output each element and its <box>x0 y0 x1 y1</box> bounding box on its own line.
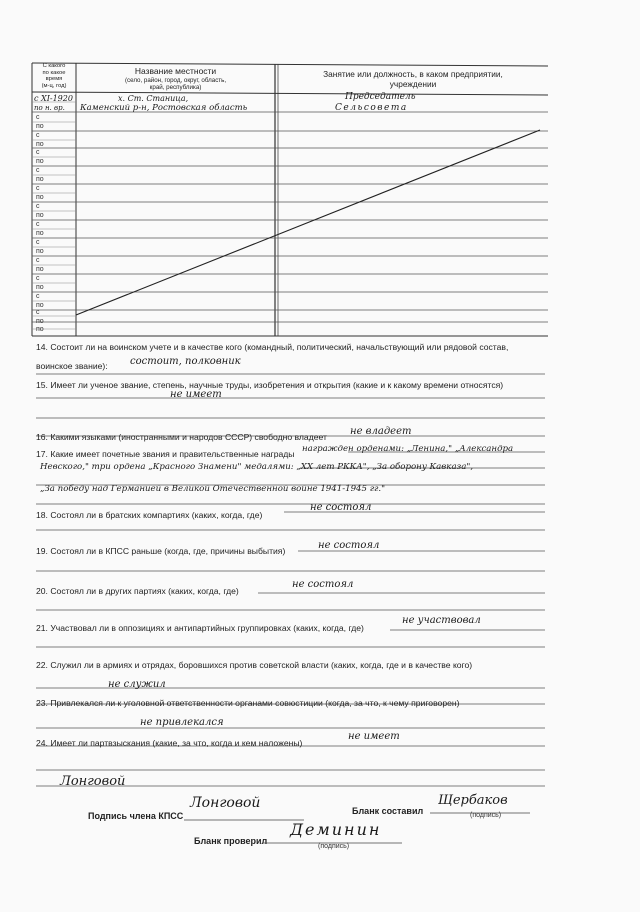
answer-21: не участвовал <box>402 615 481 626</box>
row1-place-line1: х. Ст. Станица, <box>118 94 189 103</box>
question-20: 20. Состоял ли в других партиях (каких, когда, где) <box>36 586 239 596</box>
answer-20: не состоял <box>292 579 354 590</box>
row1-occupation-line1: Председатель <box>345 92 416 102</box>
question-18: 18. Состоял ли в братских компартиях (каких, когда, где) <box>36 510 263 520</box>
checked-by-sub: (подпись) <box>318 843 350 850</box>
filled-by-sub: (подпись) <box>470 812 502 819</box>
question-19: 19. Состоял ли в КПСС раньше (когда, где, причины выбытия) <box>36 546 286 556</box>
row1-place-line2: Каменский р-н, Ростовская область <box>80 103 248 113</box>
question-23: 23. Привлекался ли к уголовной ответственности органами совюстиции (когда, за что, к чему приговорен) <box>36 698 460 708</box>
col-when-header: С какого по какое время (м-ц, год) <box>41 63 67 89</box>
question-15: 15. Имеет ли ученое звание, степень, научные труды, изобретения и открытия (какие и к какому времени относятся) <box>36 380 504 390</box>
question-21: 21. Участвовал ли в оппозициях и антипартийных группировках (каких, когда, где) <box>36 623 364 633</box>
strike-through-line <box>76 130 540 315</box>
filled-by-signature: Щербаков <box>438 793 508 808</box>
row1-from: с XI-1920 <box>34 94 73 103</box>
question-17: 17. Какие имеет почетные звания и правительственные награды <box>36 449 295 459</box>
col-place-header: Название местности (село, район, город, округ, область, край, республика) <box>124 66 227 91</box>
row1-occupation-line2: Сельсовета <box>335 103 408 113</box>
answer-17-line2: Невского," три ордена „Красного Знамени" медалями: „XX лет РККА", „За оборону Кавказа", <box>40 462 474 472</box>
answer-18: не состоял <box>310 502 372 513</box>
checked-by-signature: Деминин <box>290 820 382 839</box>
col-occupation-header: Занятие или должность, в каком предприятии, учреждении <box>323 69 503 89</box>
question-22: 22. Служил ли в армиях и отрядах, боровшихся против советской власти (каких, когда, где и в качестве кого) <box>36 660 473 670</box>
filled-by-label: Бланк составил <box>352 806 424 816</box>
answer-15: не имеет <box>170 389 222 400</box>
member-signature: Лонговой <box>190 795 261 811</box>
question-14: 14. Состоит ли на воинском учете и в качестве кого (командный, политический, начальствующий или рядовой состав, <box>36 342 509 352</box>
question-16: 16. Какими языками (иностранными и народов СССР) свободно владеет <box>36 432 327 442</box>
checked-by-label: Бланк проверил <box>194 836 268 846</box>
answer-23: не привлекался <box>140 717 224 728</box>
question-14-cont: воинское звание): <box>36 361 108 371</box>
question-24: 24. Имеет ли партвзыскания (какие, за что, когда и кем наложены) <box>36 738 303 748</box>
answer-19: не состоял <box>318 540 380 551</box>
answer-17-line1: награжден орденами: „Ленина," „Александра <box>302 444 514 454</box>
row1-to: по н. вр. <box>34 104 65 112</box>
member-signature-label: Подпись члена КПСС <box>88 811 184 821</box>
career-table-grid <box>0 0 640 340</box>
answer-16: не владеет <box>350 426 412 437</box>
member-signature-top: Лонговой <box>60 774 126 789</box>
member-signature-line <box>184 818 304 822</box>
answer-24: не имеет <box>348 731 400 742</box>
answer-17-line3: „За победу над Германией в Великой Отечественной войне 1941-1945 гг." <box>40 484 386 494</box>
answer-22: не служил <box>108 679 166 690</box>
answer-14: состоит, полковник <box>130 356 241 367</box>
